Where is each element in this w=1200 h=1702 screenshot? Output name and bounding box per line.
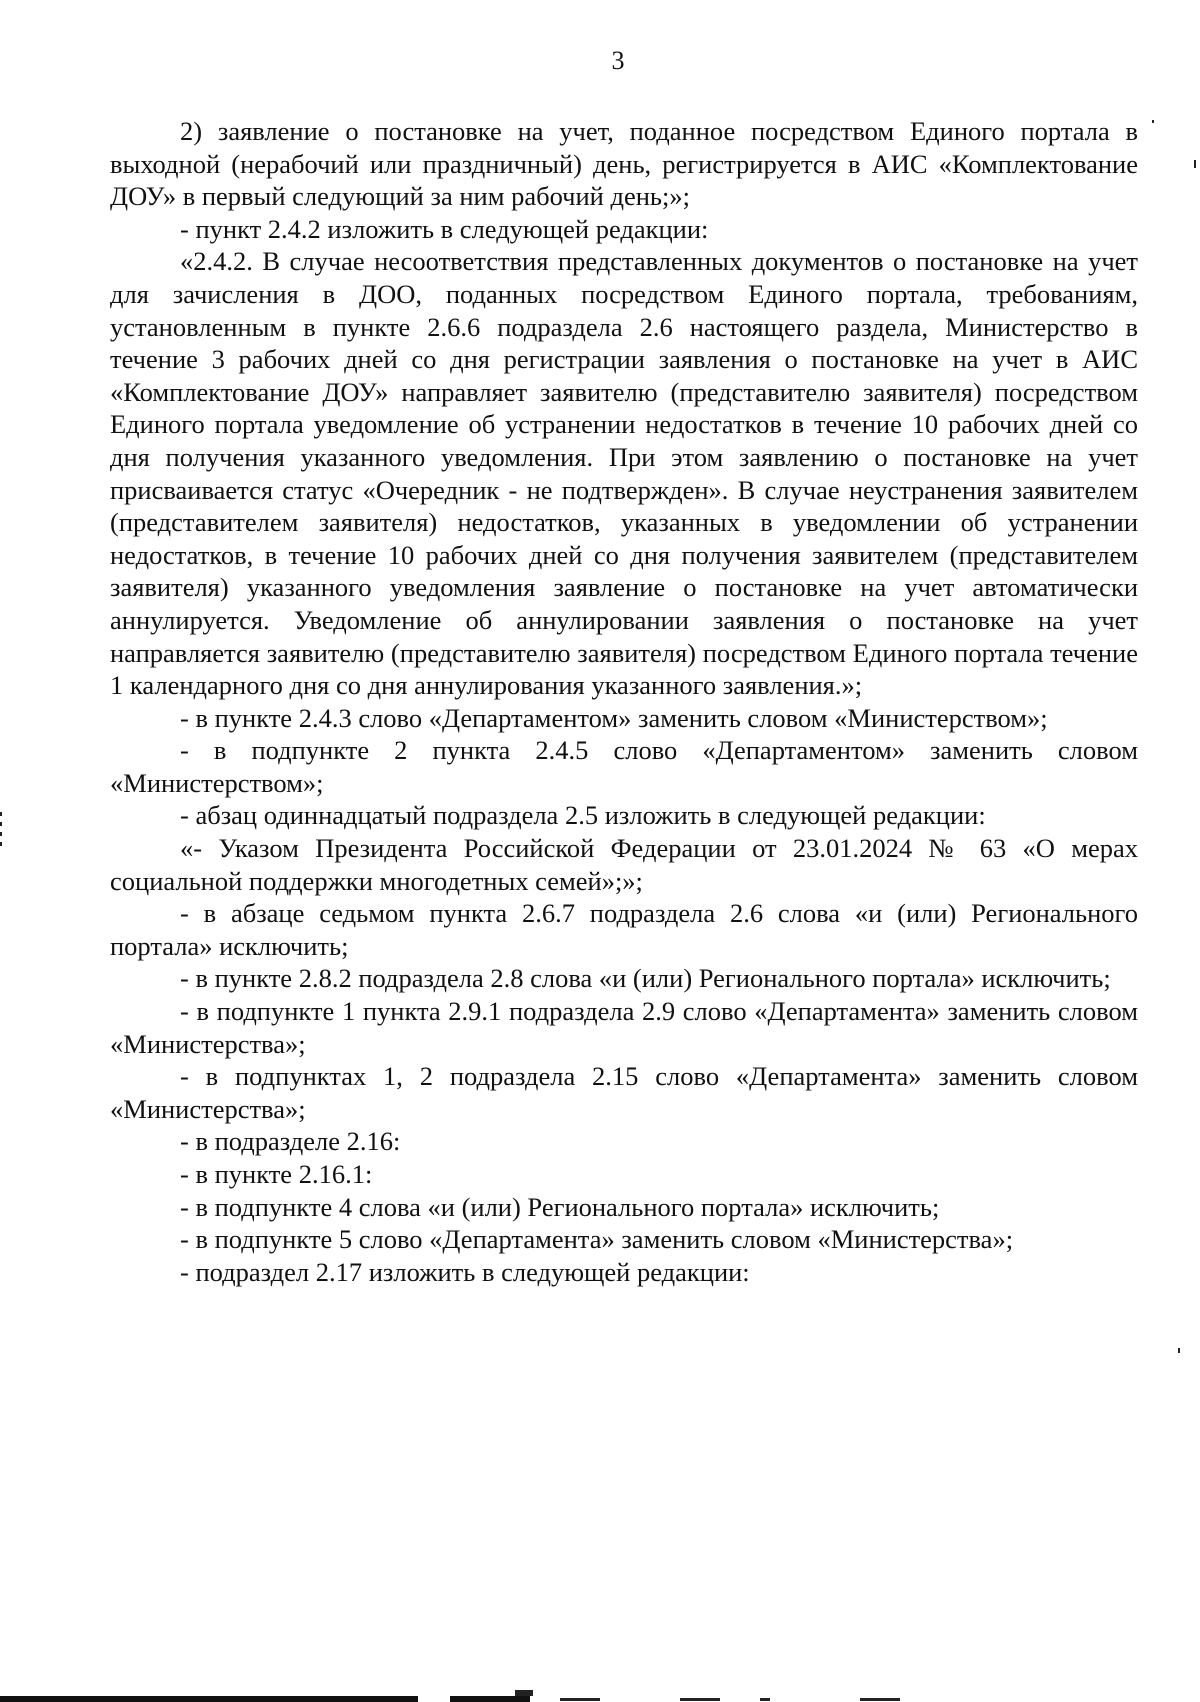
scan-edge-bar — [515, 1690, 533, 1696]
scan-edge-bar — [760, 1698, 770, 1701]
scan-artifact — [0, 832, 2, 836]
scan-artifact — [1178, 1348, 1180, 1353]
paragraph: - в подпункте 2 пункта 2.4.5 слово «Департаментом» заменить словом «Министерством»; — [110, 735, 1138, 798]
page-number: 3 — [611, 46, 625, 75]
scan-artifact — [1194, 160, 1196, 168]
scan-edge-bar — [0, 1696, 418, 1702]
paragraph: - в подпунктах 1, 2 подраздела 2.15 слово «Департамента» заменить словом «Министерства»; — [110, 1061, 1138, 1124]
paragraph: - пункт 2.4.2 изложить в следующей редакции: — [180, 213, 709, 244]
paragraph: 2) заявление о постановке на учет, поданное посредством Единого портала в выходной (нерабочий или праздничный) день, регистрируется в АИС «Комплектование ДОУ» в первый следующий за ним рабочий день;»; — [110, 116, 1138, 212]
scan-artifact — [0, 822, 2, 826]
scan-artifact — [0, 842, 2, 846]
paragraph: - в подпункте 1 пункта 2.9.1 подраздела 2.9 слово «Департамента» заменить словом «Министерства»; — [110, 996, 1138, 1059]
scan-artifact — [1152, 120, 1154, 123]
paragraph: «- Указом Президента Российской Федерации от 23.01.2024 № 63 «О мерах социальной поддержки многодетных семей»;»; — [110, 833, 1138, 896]
paragraph: - подраздел 2.17 изложить в следующей редакции: — [180, 1256, 750, 1287]
paragraph: - в абзаце седьмом пункта 2.6.7 подраздела 2.6 слова «и (или) Регионального портала» исключить; — [110, 898, 1138, 961]
paragraph: - в подразделе 2.16: — [180, 1126, 401, 1157]
paragraph: - в пункте 2.16.1: — [180, 1159, 373, 1189]
document-body — [110, 115, 1138, 1288]
scan-edge-bar — [560, 1698, 600, 1701]
paragraph: - в подпункте 4 слова «и (или) Регионального портала» исключить; — [180, 1191, 940, 1222]
paragraph: - абзац одиннадцатый подраздела 2.5 изложить в следующей редакции: — [180, 800, 986, 831]
paragraph: «2.4.2. В случае несоответствия представленных документов о постановке на учет для зачисления в ДОО, поданных посредством Единого портала, требованиям, установленным в пункте 2.6.6 подраздела 2.6 настоящего раздела, Министерство в течение 3 рабочих дней со дня регистрации заявления о постановке на учет в АИС «Комплектование ДОУ» направляет заявителю (представителю заявителя) посредством Единого портала уведомление об устранении недостатков в течение 10 рабочих дней со дня получения указанного уведомления. При этом заявлению о постановке на учет присваивается статус «Очередник - не подтвержден». В случае неустранения заявителем (представителем заявителя) недостатков, указанных в уведомлении об устранении недостатков, в течение 10 рабочих дней со дня получения заявителем (представителем заявителя) указанного уведомления заявление о постановке на учет автоматически аннулируется. Уведомление об аннулировании заявления о постановке на учет направляется заявителю (представителю заявителя) посредством Единого портала течение 1 календарного дня со дня аннулирования указанного заявления.»; — [110, 246, 1138, 701]
scan-edge-bar — [860, 1698, 900, 1701]
paragraph: - в подпункте 5 слово «Департамента» заменить словом «Министерства»; — [180, 1224, 1014, 1255]
scan-edge-bar — [450, 1696, 530, 1702]
paragraph: - в пункте 2.4.3 слово «Департаментом» заменить словом «Министерством»; — [180, 702, 1048, 733]
paragraph: - в пункте 2.8.2 подраздела 2.8 слова «и (или) Регионального портала» исключить; — [180, 963, 1111, 994]
scan-artifact — [0, 812, 2, 816]
scan-edge-bar — [680, 1698, 720, 1701]
